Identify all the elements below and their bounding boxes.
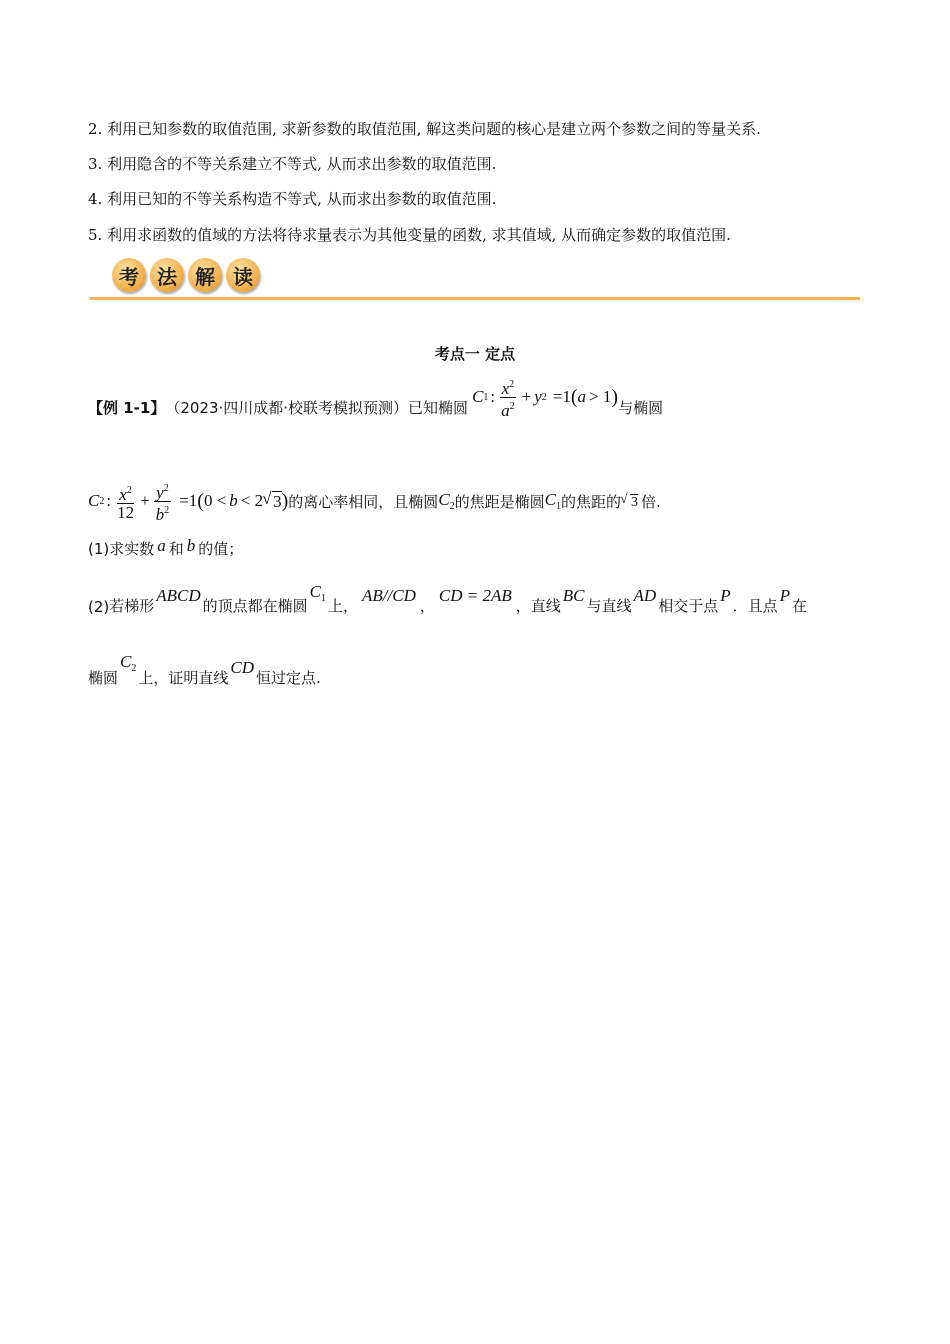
section-badge: 读 <box>226 258 260 292</box>
stem-text: 的离心率相同，且椭圆 <box>288 492 439 511</box>
section-badge: 法 <box>150 258 184 292</box>
method-5: 5. 利用求函数的值域的方法将待求量表示为其他变量的函数, 求其值域, 从而确定参数的取值范围. <box>88 226 731 244</box>
ellipse-c2-equation: C 2 : $\frac{x^2}{12}$ + $\frac{y^2}{b^2}$ =1 ( 0 < b < 2 √ 3 ) <box>88 480 288 523</box>
example-source: （2023·四川成都·校联考模拟预测） <box>165 398 409 417</box>
stem-text: 已知椭圆 <box>408 398 469 417</box>
section-divider <box>90 297 860 300</box>
method-4: 4. 利用已知的不等关系构造不等式, 从而求出参数的取值范围. <box>88 190 497 208</box>
example-stem-line-2: C 2 : $\frac{x^2}{12}$ + $\frac{y^2}{b^2}$ =1 ( 0 < b < 2 √ 3 ) 的离心率相同，且椭圆 $C_2$ 的焦距是椭圆 $C_1$ 的焦距的 √ 3 倍. <box>88 478 661 524</box>
stem-text: 与椭圆 <box>618 398 664 417</box>
topic-title: 考点一 定点 <box>434 345 516 363</box>
question-2-line-2: 椭圆 $C_2$ 上，证明直线 CD 恒过定点. <box>88 652 321 687</box>
method-2: 2. 利用已知参数的取值范围, 求新参数的取值范围, 解这类问题的核心是建立两个参数之间的等量关系. <box>88 120 761 138</box>
stem-text: 的焦距是椭圆 <box>454 492 545 511</box>
stem-text: 倍. <box>641 492 661 511</box>
stem-text: 的焦距的 <box>561 492 622 511</box>
method-3: 3. 利用隐含的不等关系建立不等式, 从而求出参数的取值范围. <box>88 155 497 173</box>
section-header-kaofa-jiedu <box>90 255 860 300</box>
question-1: (1) 求实数 a 和 b 的值； <box>88 535 244 558</box>
question-2-line-1: (2) 若梯形 ABCD 的顶点都在椭圆 $C_1$ 上， AB//CD ， CD = 2AB ，直线 BC 与直线 AD 相交于点 P ．且点 P 在 <box>88 582 808 616</box>
example-stem-line-1 <box>88 378 664 432</box>
section-badge: 解 <box>188 258 222 292</box>
ellipse-c1-equation: C 1 : $\frac{x^2}{a^2}$ + y 2 =1 ( a > 1 ) <box>472 376 618 419</box>
section-badge: 考 <box>112 258 146 292</box>
example-label: 【例 1-1】 <box>88 398 166 417</box>
